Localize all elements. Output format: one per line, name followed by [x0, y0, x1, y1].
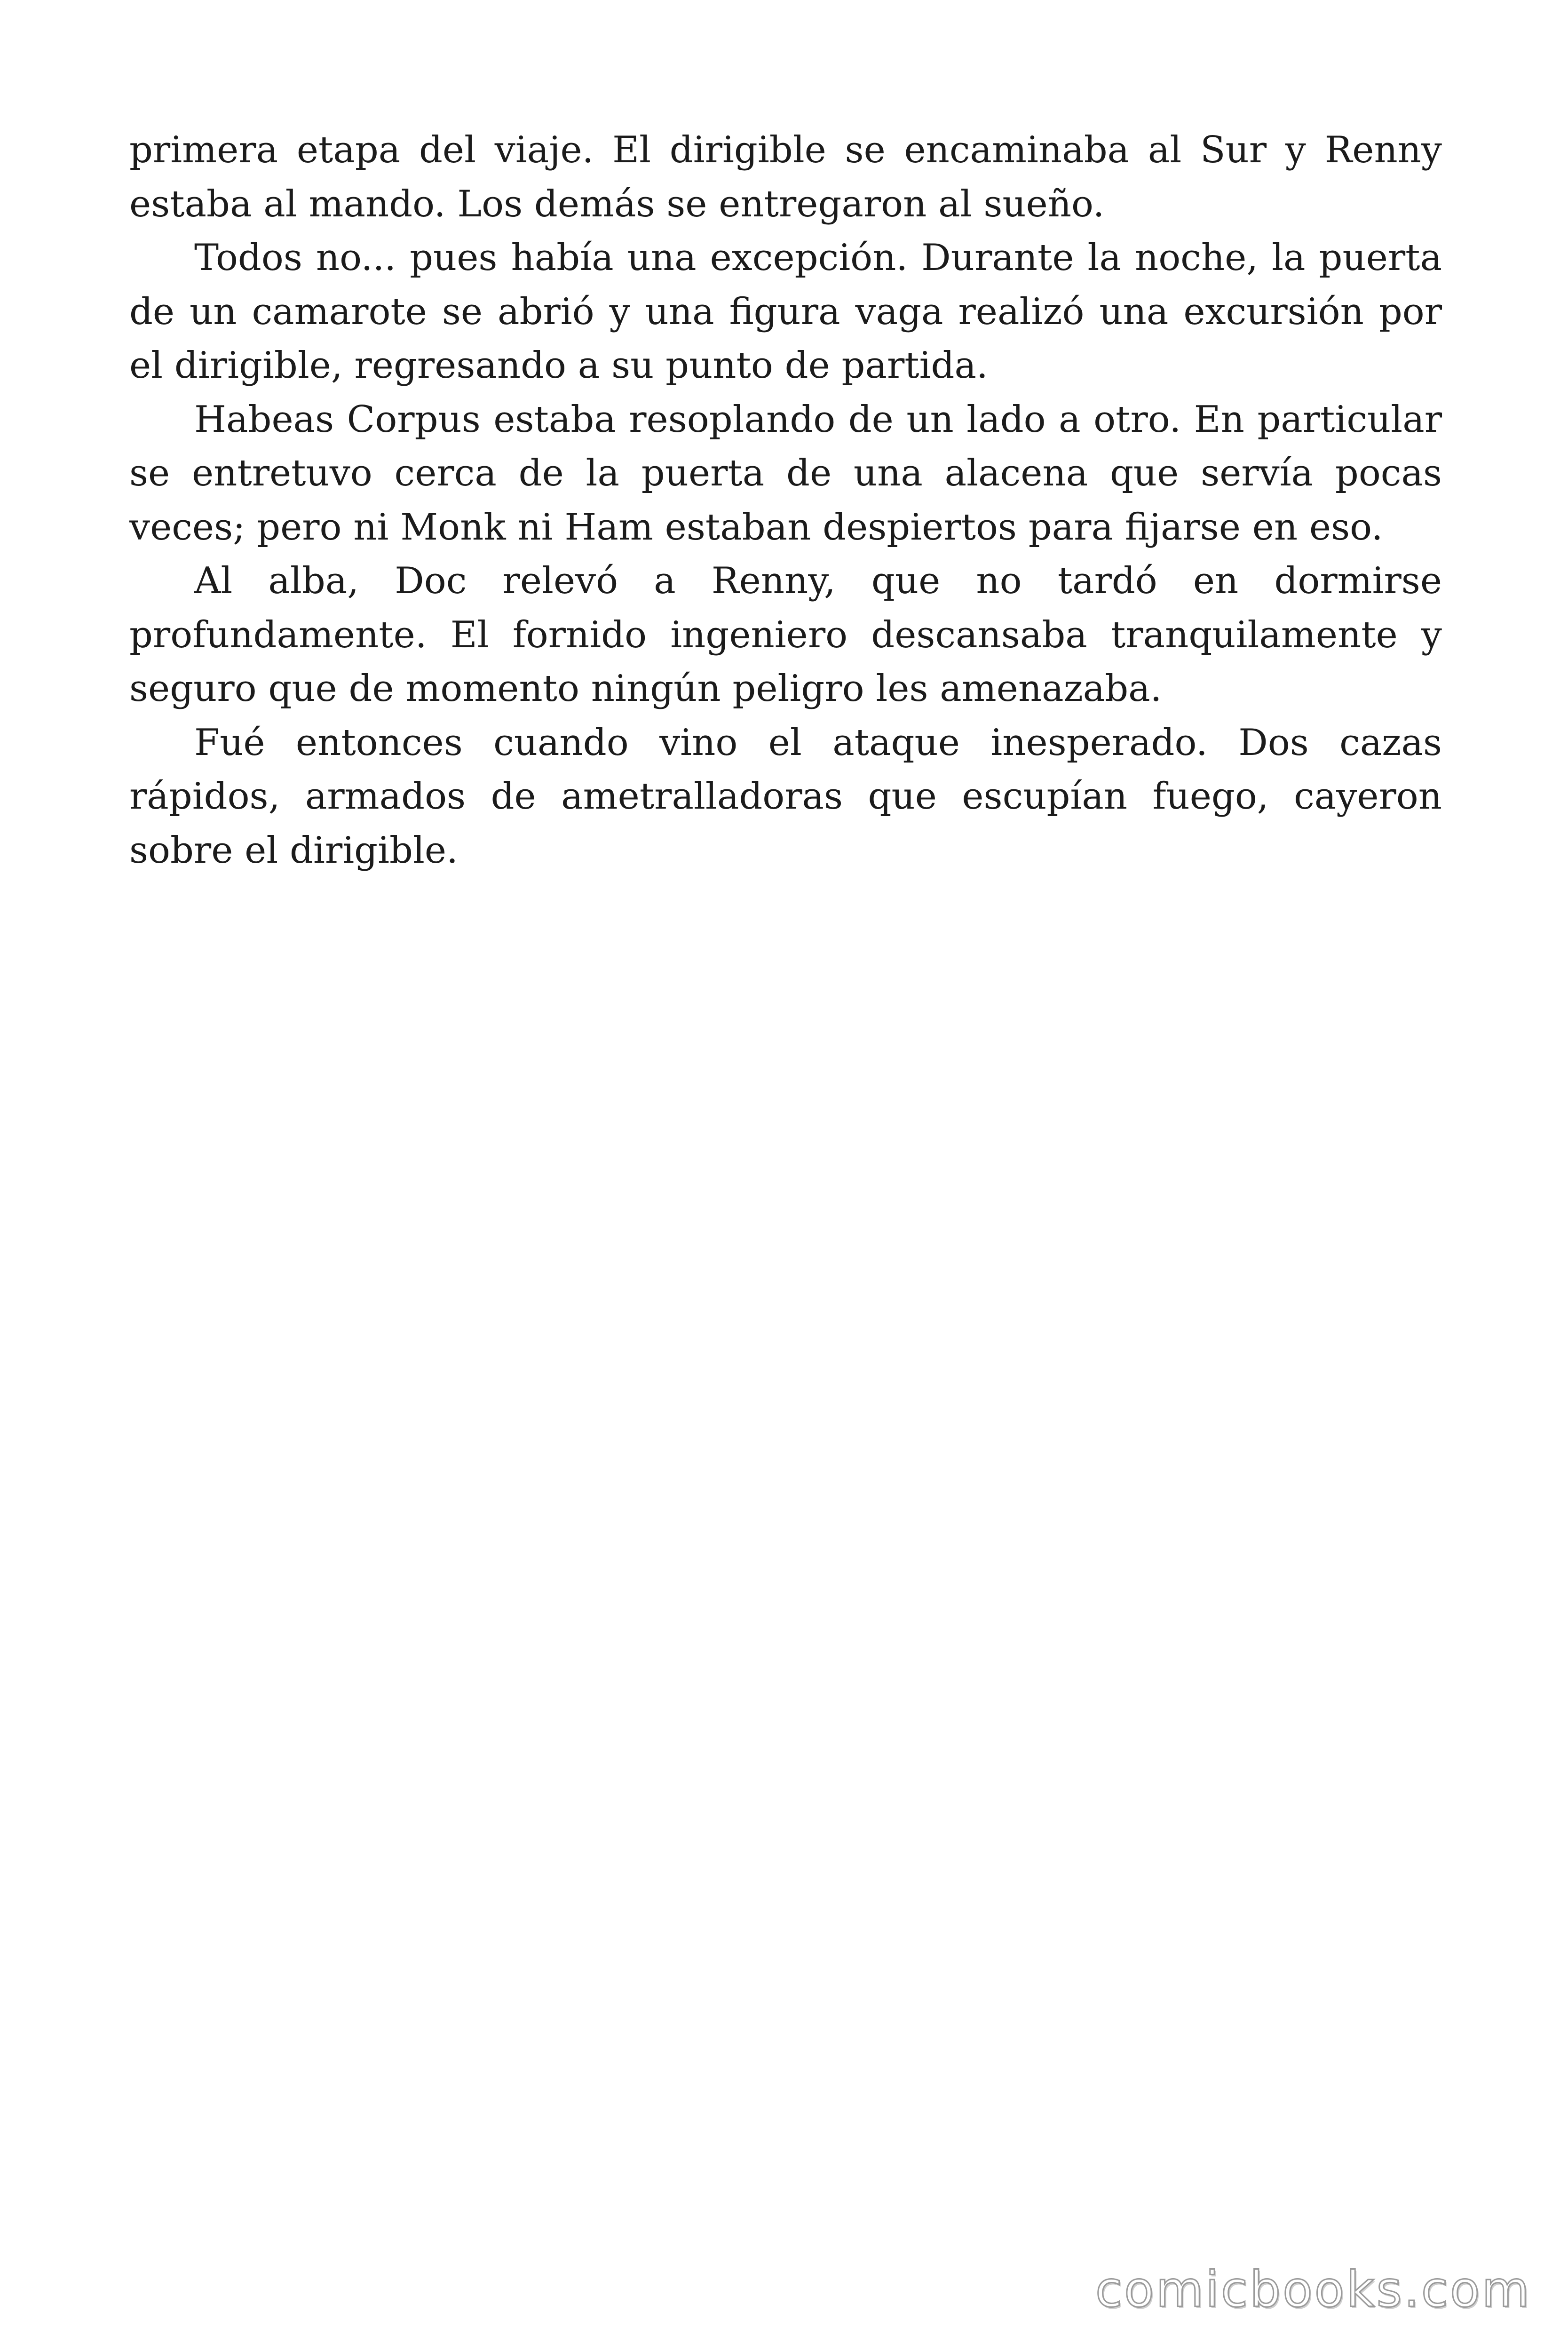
paragraph-2: Todos no... pues había una excepción. Durante la noche, la puerta de un camarote se abrió y una figura vaga realizó una excursión por el dirigible, regresando a su punto de partida. — [129, 237, 1442, 387]
paragraph-3: Habeas Corpus estaba resoplando de un lado a otro. En particular se entretuvo cerca de la puerta de una alacena que servía pocas veces; pero ni Monk ni Ham estaban despiertos para fijarse en eso. — [129, 398, 1442, 548]
watermark-text: comicbooks.com — [1095, 2261, 1531, 2318]
paragraph-5: Fué entonces cuando vino el ataque inesperado. Dos cazas rápidos, armados de ametralladoras que escupían fuego, cayeron sobre el dirigible. — [129, 721, 1442, 872]
paragraph-1: primera etapa del viaje. El dirigible se encaminaba al Sur y Renny estaba al mando. Los demás se entregaron al sueño. — [129, 129, 1442, 225]
paragraph-4: Al alba, Doc relevó a Renny, que no tardó en dormirse profundamente. El fornido ingeniero descansaba tranquilamente y seguro que de momento ningún peligro les amenazaba. — [129, 560, 1442, 710]
body-text — [129, 123, 1442, 877]
